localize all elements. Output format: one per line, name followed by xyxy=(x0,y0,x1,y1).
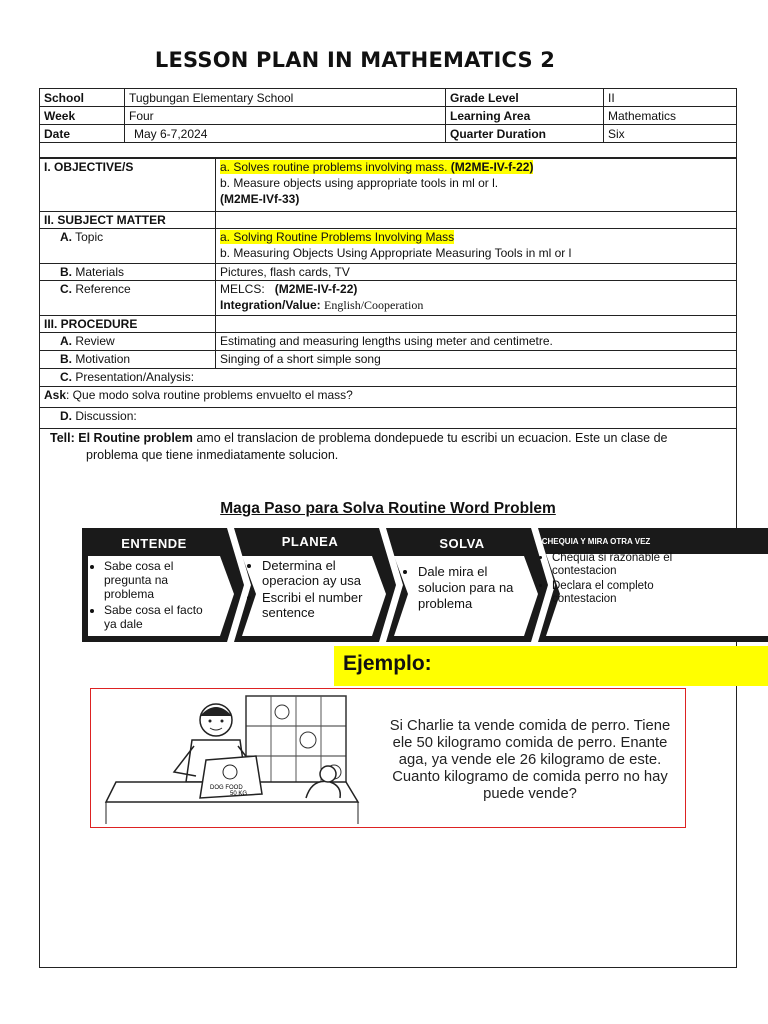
discussion-label: Discussion: xyxy=(75,409,137,423)
objective-b-code: (M2ME-IVf-33) xyxy=(220,192,300,206)
objective-a-code: (M2ME-IV-f-22) xyxy=(450,160,534,174)
presentation-row xyxy=(40,369,737,387)
reference-cell xyxy=(216,281,737,316)
discussion-divider xyxy=(39,428,737,429)
step-2-bullet-1: • Determina el operacion ay usa xyxy=(262,558,380,588)
step-1-head: ENTENDE xyxy=(121,536,187,551)
review-label-cell xyxy=(40,333,216,351)
reference-letter: C. xyxy=(60,282,72,296)
example-problem: Si Charlie ta vende comida de perro. Tiene ele 50 kilogramo comida de perro. Enante aga, ya vende ele 26 kilogramo de este. Cuanto kilogramo de comida perro no hay puede vende? xyxy=(389,718,671,802)
objective-a-text: a. Solves routine problems involving mass. xyxy=(220,160,448,174)
grade-value: II xyxy=(604,89,737,107)
presentation-letter: C. xyxy=(60,370,72,384)
procedure-label: III. PROCEDURE xyxy=(40,316,216,333)
tell-line2: problema que tiene inmediatamente solucion. xyxy=(86,448,339,462)
step-2-text xyxy=(250,558,380,622)
topic-b: b. Measuring Objects Using Appropriate Measuring Tools in ml or l xyxy=(220,246,572,260)
reference-code: (M2ME-IV-f-22) xyxy=(274,282,358,296)
objective-b: b. Measure objects using appropriate tools in ml or l. xyxy=(220,176,499,190)
bag-label-1: DOG FOOD xyxy=(210,785,243,791)
week-value: Four xyxy=(125,107,446,125)
materials-value: Pictures, flash cards, TV xyxy=(216,264,737,281)
bag-label-2: 50 KG xyxy=(230,791,248,797)
step-4-head: CHEQUIA Y MIRA OTRA VEZ xyxy=(541,537,651,546)
subject-matter-label: II. SUBJECT MATTER xyxy=(40,212,216,229)
date-value: May 6-7,2024 xyxy=(125,125,446,143)
week-label: Week xyxy=(40,107,125,125)
topic-cell xyxy=(216,229,737,264)
objective-a xyxy=(220,160,533,174)
review-letter: A. xyxy=(60,334,72,348)
subject-matter-empty xyxy=(216,212,737,229)
reference-label-cell xyxy=(40,281,216,316)
tell-label: Tell: xyxy=(50,431,75,445)
lesson-table xyxy=(39,158,737,426)
quarter-label: Quarter Duration xyxy=(446,125,604,143)
topic-letter: A. xyxy=(60,230,72,244)
review-value: Estimating and measuring lengths using meter and centimetre. xyxy=(216,333,737,351)
step-2-head: PLANEA xyxy=(281,534,339,549)
area-label: Learning Area xyxy=(446,107,604,125)
blank-row xyxy=(40,143,737,158)
step-4-bullet-2: • Declara el completo contestacion xyxy=(552,580,680,606)
objectives-label: I. OBJECTIVE/S xyxy=(40,159,216,212)
page-title: LESSON PLAN IN MATHEMATICS 2 xyxy=(154,48,556,72)
review-label: Review xyxy=(75,334,115,348)
area-value: Mathematics xyxy=(604,107,737,125)
ask-row xyxy=(40,387,737,408)
steps-title: Maga Paso para Solva Routine Word Problem xyxy=(220,500,556,517)
discussion-row xyxy=(40,408,737,427)
grade-label: Grade Level xyxy=(446,89,604,107)
step-3-head: SOLVA xyxy=(439,536,485,551)
step-3-text xyxy=(406,564,522,614)
step-4-text xyxy=(540,552,680,608)
procedure-empty xyxy=(216,316,737,333)
tell-paragraph xyxy=(50,430,718,464)
discussion-letter: D. xyxy=(60,409,72,423)
dog-food-illustration xyxy=(96,690,366,826)
ask-text: : Que modo solva routine problems envuelto el mass? xyxy=(66,388,353,402)
reference-label: Reference xyxy=(75,282,131,296)
steps-diagram xyxy=(82,528,768,642)
reference-prefix: MELCS: xyxy=(220,282,265,296)
topic-a: a. Solving Routine Problems Involving Mass xyxy=(220,230,455,244)
step-3-bullet-1: • Dale mira el solucion para na problema xyxy=(418,564,522,612)
materials-label-cell xyxy=(40,264,216,281)
objectives-cell xyxy=(216,159,737,212)
step-2-bullet-2: • Escribi el number sentence xyxy=(262,590,380,620)
school-value: Tugbungan Elementary School xyxy=(125,89,446,107)
tell-line1: amo el translacion de problema dondepuede tu escribi un ecuacion. Este un clase de xyxy=(192,431,668,445)
step-1-text xyxy=(92,559,217,633)
topic-label-cell xyxy=(40,229,216,264)
materials-letter: B. xyxy=(60,265,72,279)
step-1-bullet-1: • Sabe cosa el pregunta na problema xyxy=(104,559,217,601)
presentation-label: Presentation/Analysis: xyxy=(75,370,195,384)
step-1-bullet-2: • Sabe cosa el facto ya dale xyxy=(104,603,217,631)
tell-bold: El Routine problem xyxy=(78,431,193,445)
step-4-bullet-1: • Chequia si razonable el contestacion xyxy=(552,552,680,578)
info-table xyxy=(39,88,737,158)
school-label: School xyxy=(40,89,125,107)
integration-value: English/Cooperation xyxy=(324,298,424,312)
topic-label: Topic xyxy=(75,230,104,244)
motivation-letter: B. xyxy=(60,352,72,366)
motivation-label-cell xyxy=(40,351,216,369)
ask-label: Ask xyxy=(44,388,67,402)
motivation-value: Singing of a short simple song xyxy=(216,351,737,369)
materials-label: Materials xyxy=(75,265,125,279)
date-label: Date xyxy=(40,125,125,143)
motivation-label: Motivation xyxy=(75,352,131,366)
quarter-value: Six xyxy=(604,125,737,143)
ejemplo-label: Ejemplo: xyxy=(343,652,432,675)
integration-label: Integration/Value: xyxy=(220,298,321,312)
